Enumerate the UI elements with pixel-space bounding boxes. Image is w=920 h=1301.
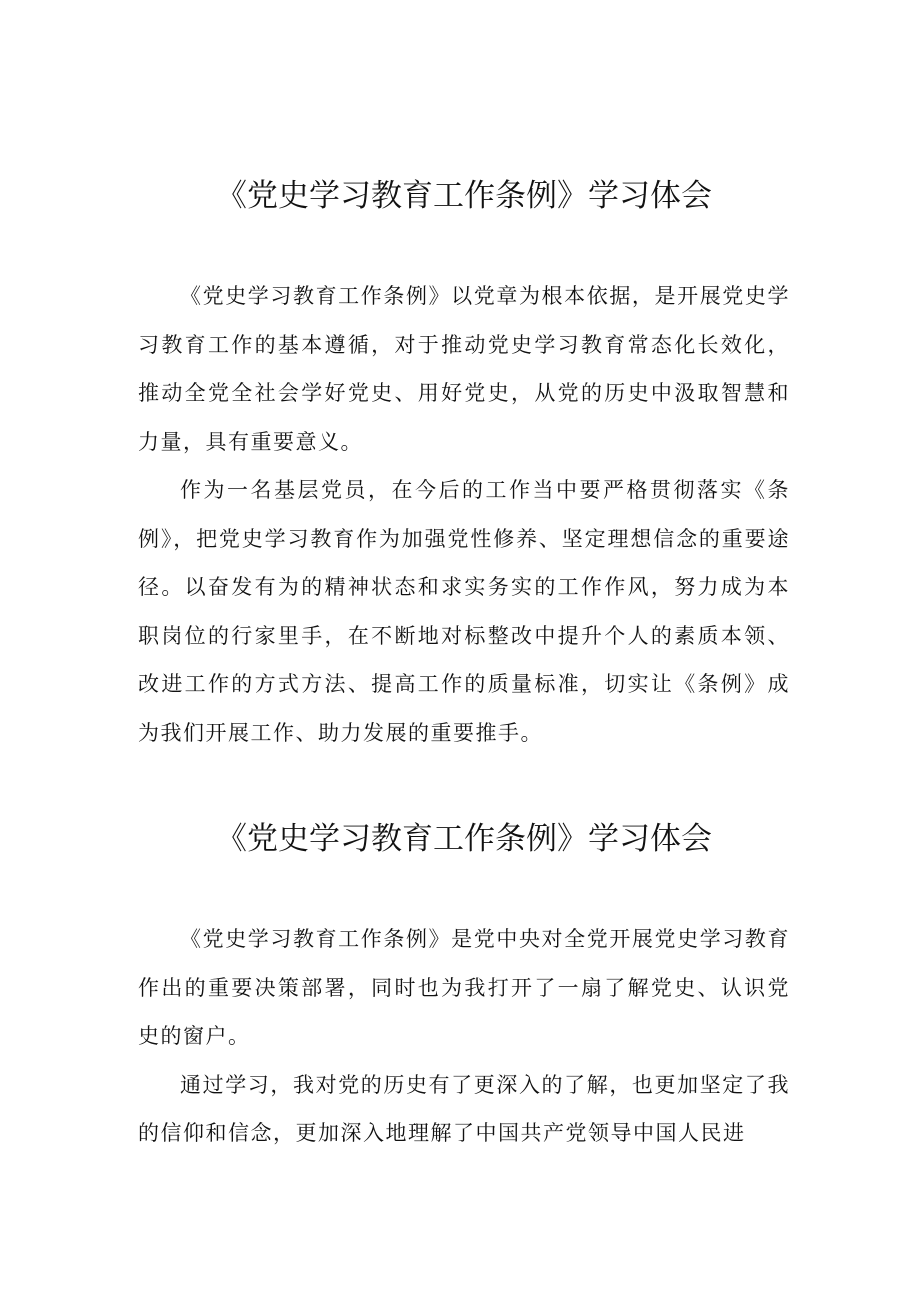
paragraph: 作为一名基层党员，在今后的工作当中要严格贯彻落实《条例》，把党史学习教育作为加强党性修养、坚定理想信念的重要途径。以奋发有为的精神状态和求实务实的工作作风，努力成为本职岗位的行家里手，在不断地对标整改中提升个人的素质本领、改进工作的方式方法、提高工作的质量标准，切实让《条例》成为我们开展工作、助力发展的重要推手。 [138, 478, 790, 745]
paragraph: 通过学习，我对党的历史有了更深入的了解，也更加坚定了我的信仰和信念，更加深入地理解了中国共产党领导中国人民进 [138, 1072, 790, 1145]
paragraph: 《党史学习教育工作条例》以党章为根本依据，是开展党史学习教育工作的基本遵循，对于推动党史学习教育常态化长效化，推动全党全社会学好党史、用好党史，从党的历史中汲取智慧和力量，具有重要意义。 [138, 284, 790, 454]
article-title: 《党史学习教育工作条例》学习体会 [216, 178, 712, 214]
article-body [138, 272, 790, 757]
article-section-1 [138, 168, 790, 757]
article-body [138, 915, 790, 1158]
article-title: 《党史学习教育工作条例》学习体会 [216, 821, 712, 857]
paragraph: 《党史学习教育工作条例》是党中央对全党开展党史学习教育作出的重要决策部署，同时也为我打开了一扇了解党史、认识党史的窗户。 [138, 927, 790, 1048]
article-section-2 [138, 811, 790, 1158]
